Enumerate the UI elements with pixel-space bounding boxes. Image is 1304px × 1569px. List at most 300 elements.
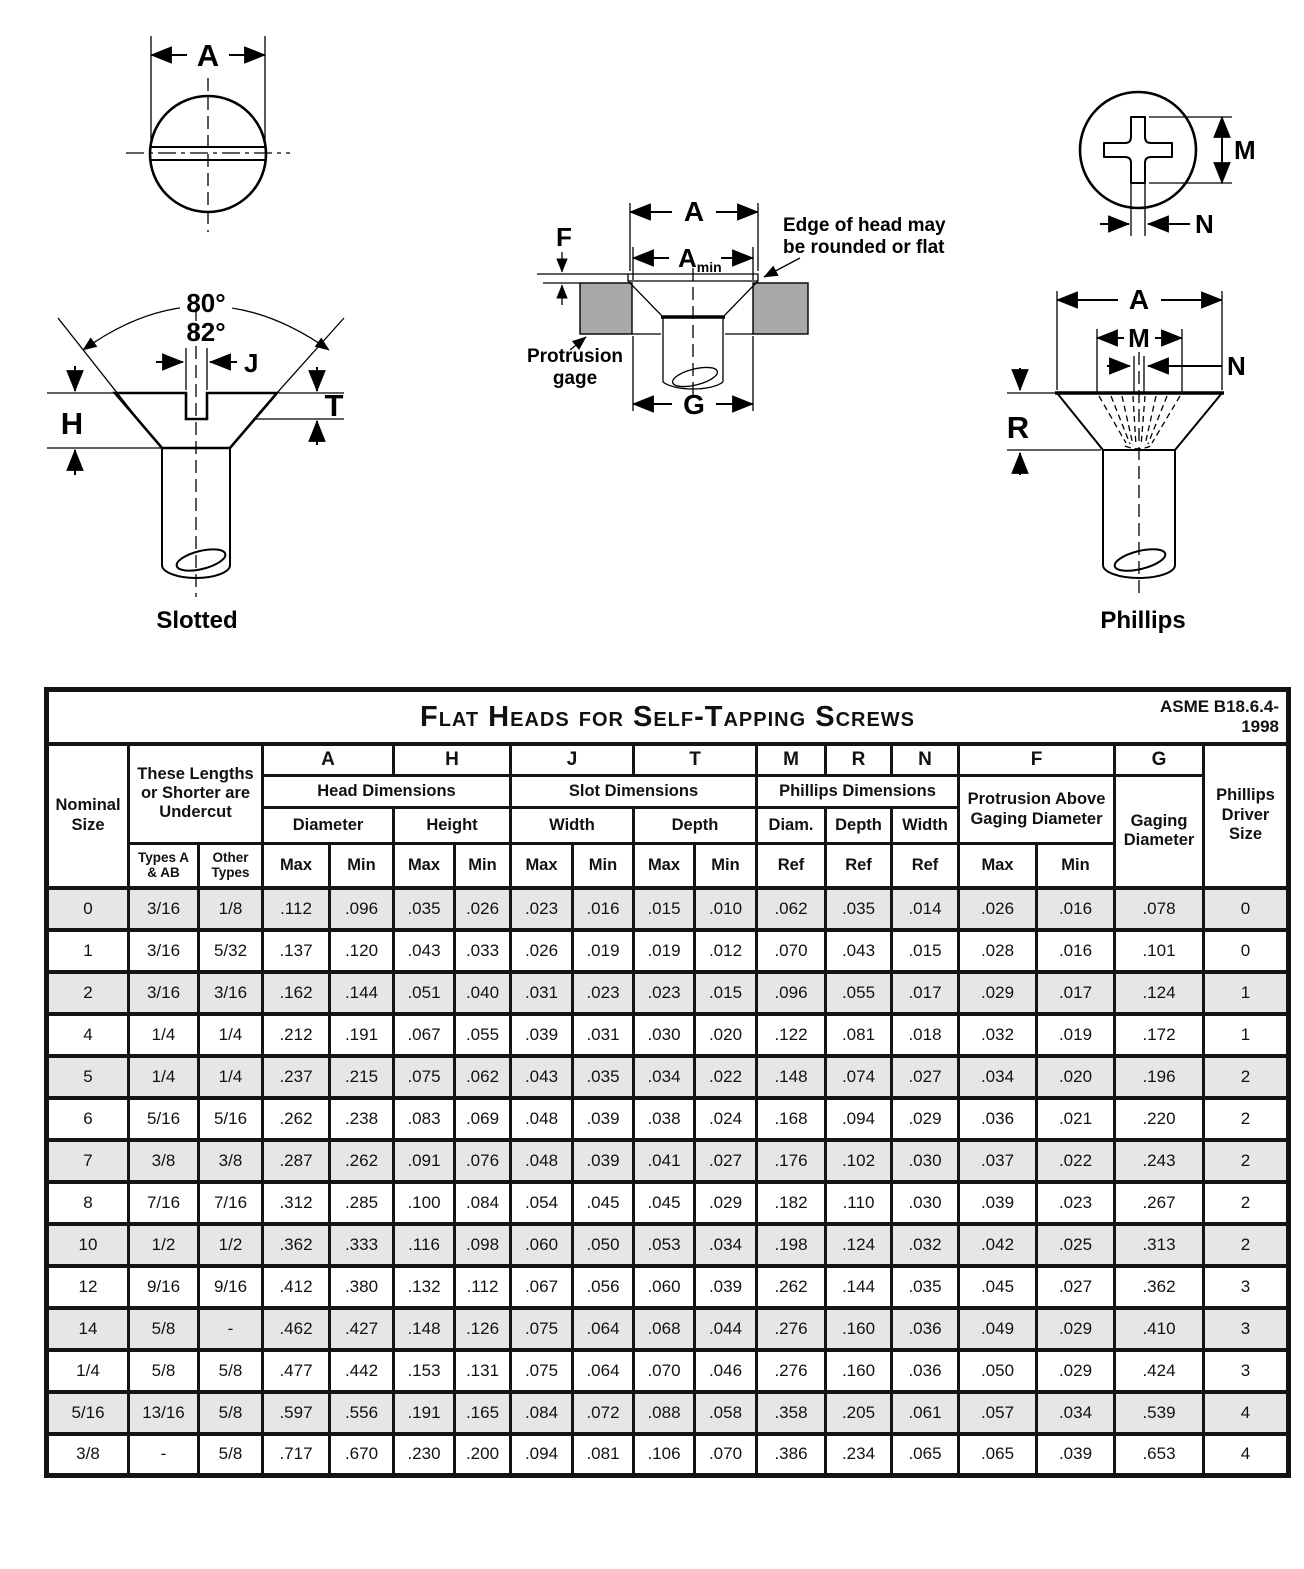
- table-cell: .050: [959, 1350, 1037, 1392]
- table-cell: .065: [959, 1434, 1037, 1476]
- table-cell: .049: [959, 1308, 1037, 1350]
- col-header-min: Min: [573, 844, 634, 888]
- dim-label-n: N: [1227, 351, 1246, 381]
- table-cell: .094: [826, 1098, 892, 1140]
- table-cell: 5/16: [47, 1392, 129, 1434]
- col-header-ref: Ref: [826, 844, 892, 888]
- table-cell: 5/16: [199, 1098, 263, 1140]
- table-cell: .030: [634, 1014, 695, 1056]
- table-cell: .062: [757, 888, 826, 930]
- table-cell: .072: [573, 1392, 634, 1434]
- table-cell: 3/16: [199, 972, 263, 1014]
- col-header-slot-dimensions: Slot Dimensions: [511, 776, 757, 808]
- table-cell: .162: [263, 972, 330, 1014]
- table-row: [47, 1434, 1289, 1476]
- table-cell: .410: [1115, 1308, 1204, 1350]
- table-cell: .234: [826, 1434, 892, 1476]
- col-header-ref: Ref: [892, 844, 959, 888]
- table-cell: .020: [1037, 1056, 1115, 1098]
- table-cell: .026: [959, 888, 1037, 930]
- table-cell: .120: [330, 930, 394, 972]
- table-cell: .285: [330, 1182, 394, 1224]
- table-cell: 0: [1204, 888, 1289, 930]
- table-cell: .029: [892, 1098, 959, 1140]
- table-cell: .081: [826, 1014, 892, 1056]
- table-cell: .015: [892, 930, 959, 972]
- table-cell: .028: [959, 930, 1037, 972]
- table-cell: .019: [634, 930, 695, 972]
- table-cell: .023: [1037, 1182, 1115, 1224]
- table-cell: .015: [634, 888, 695, 930]
- table-cell: .148: [757, 1056, 826, 1098]
- table-cell: 5/32: [199, 930, 263, 972]
- col-header-phillips-driver: Phillips Driver Size: [1204, 744, 1289, 888]
- table-cell: .041: [634, 1140, 695, 1182]
- table-cell: .035: [394, 888, 455, 930]
- table-cell: .238: [330, 1098, 394, 1140]
- table-cell: .031: [573, 1014, 634, 1056]
- dim-label-a: A: [196, 38, 220, 73]
- table-cell: .039: [573, 1140, 634, 1182]
- table-cell: .037: [959, 1140, 1037, 1182]
- table-cell: .424: [1115, 1350, 1204, 1392]
- table-cell: .243: [1115, 1140, 1204, 1182]
- gage-block-left: [580, 283, 632, 334]
- table-cell: .191: [394, 1392, 455, 1434]
- table-cell: .539: [1115, 1392, 1204, 1434]
- table-cell: .017: [1037, 972, 1115, 1014]
- table-row: [47, 1266, 1289, 1308]
- table-cell: .039: [573, 1098, 634, 1140]
- table-cell: 9/16: [129, 1266, 199, 1308]
- table-cell: .412: [263, 1266, 330, 1308]
- table-cell: .144: [826, 1266, 892, 1308]
- table-cell: 1/2: [199, 1224, 263, 1266]
- table-cell: .262: [263, 1098, 330, 1140]
- table-cell: 3/8: [129, 1140, 199, 1182]
- col-header-max: Max: [263, 844, 330, 888]
- table-cell: 6: [47, 1098, 129, 1140]
- table-cell: .039: [695, 1266, 757, 1308]
- protrusion-gage-view: [527, 196, 946, 420]
- table-cell: 1/4: [47, 1350, 129, 1392]
- table-cell: .024: [695, 1098, 757, 1140]
- table-cell: .380: [330, 1266, 394, 1308]
- table-cell: .084: [455, 1182, 511, 1224]
- col-header-protrusion: Protrusion Above Gaging Diameter: [959, 776, 1115, 844]
- table-cell: 5/8: [129, 1350, 199, 1392]
- table-cell: .182: [757, 1182, 826, 1224]
- table-cell: .044: [695, 1308, 757, 1350]
- table-cell: 5/8: [129, 1308, 199, 1350]
- table-cell: .262: [330, 1140, 394, 1182]
- table-cell: .027: [695, 1140, 757, 1182]
- table-cell: 1: [47, 930, 129, 972]
- table-cell: .075: [394, 1056, 455, 1098]
- dim-label-r: R: [1006, 410, 1030, 445]
- col-header-min: Min: [455, 844, 511, 888]
- table-cell: 5/8: [199, 1434, 263, 1476]
- table-cell: .055: [455, 1014, 511, 1056]
- table-cell: .039: [511, 1014, 573, 1056]
- col-header-letter-j: J: [511, 744, 634, 776]
- col-header-diam: Diam.: [757, 808, 826, 844]
- table-cell: .039: [1037, 1434, 1115, 1476]
- table-cell: .033: [455, 930, 511, 972]
- table-cell: .031: [511, 972, 573, 1014]
- col-header-max: Max: [511, 844, 573, 888]
- table-cell: .036: [959, 1098, 1037, 1140]
- table-cell: 1/4: [199, 1014, 263, 1056]
- table-cell: .034: [1037, 1392, 1115, 1434]
- table-cell: .022: [1037, 1140, 1115, 1182]
- table-cell: .176: [757, 1140, 826, 1182]
- table-cell: .386: [757, 1434, 826, 1476]
- col-header-types-a-ab: Types A & AB: [129, 844, 199, 888]
- table-cell: .191: [330, 1014, 394, 1056]
- header-letter-row: [47, 744, 1289, 776]
- table-cell: 1: [1204, 972, 1289, 1014]
- table-cell: .074: [826, 1056, 892, 1098]
- table-cell: 4: [47, 1014, 129, 1056]
- table-cell: .124: [826, 1224, 892, 1266]
- col-header-letter-g: G: [1115, 744, 1204, 776]
- table-cell: .081: [573, 1434, 634, 1476]
- table-cell: .036: [892, 1350, 959, 1392]
- table-cell: .023: [511, 888, 573, 930]
- table-cell: .160: [826, 1308, 892, 1350]
- col-header-ref: Ref: [757, 844, 826, 888]
- table-row: [47, 1098, 1289, 1140]
- table-cell: .200: [455, 1434, 511, 1476]
- table-cell: .124: [1115, 972, 1204, 1014]
- dimension-table: [44, 687, 1291, 1478]
- table-cell: .122: [757, 1014, 826, 1056]
- table-cell: .313: [1115, 1224, 1204, 1266]
- table-cell: .026: [455, 888, 511, 930]
- table-row: [47, 1056, 1289, 1098]
- table-cell: .029: [959, 972, 1037, 1014]
- table-cell: 1/2: [129, 1224, 199, 1266]
- table-cell: .075: [511, 1350, 573, 1392]
- col-header-other-types: Other Types: [199, 844, 263, 888]
- col-header-phillips-dimensions: Phillips Dimensions: [757, 776, 959, 808]
- table-cell: .015: [695, 972, 757, 1014]
- table-cell: .096: [757, 972, 826, 1014]
- col-header-letter-h: H: [394, 744, 511, 776]
- table-cell: .205: [826, 1392, 892, 1434]
- table-cell: .016: [1037, 888, 1115, 930]
- table-cell: 4: [1204, 1434, 1289, 1476]
- table-cell: .262: [757, 1266, 826, 1308]
- table-cell: .198: [757, 1224, 826, 1266]
- table-cell: .075: [511, 1308, 573, 1350]
- col-header-max: Max: [634, 844, 695, 888]
- table-cell: .019: [1037, 1014, 1115, 1056]
- table-cell: .035: [826, 888, 892, 930]
- table-cell: .032: [892, 1224, 959, 1266]
- table-cell: .029: [695, 1182, 757, 1224]
- table-cell: .237: [263, 1056, 330, 1098]
- table-cell: .065: [892, 1434, 959, 1476]
- dim-label-j: J: [244, 348, 259, 378]
- table-cell: .023: [634, 972, 695, 1014]
- protrusion-gage-label-line2: gage: [552, 368, 598, 389]
- table-cell: .069: [455, 1098, 511, 1140]
- col-header-diameter: Diameter: [263, 808, 394, 844]
- slotted-top-view: [126, 36, 290, 232]
- table-cell: .144: [330, 972, 394, 1014]
- table-cell: .022: [695, 1056, 757, 1098]
- table-cell: 3/16: [129, 972, 199, 1014]
- table-cell: .220: [1115, 1098, 1204, 1140]
- table-cell: .016: [573, 888, 634, 930]
- table-cell: .054: [511, 1182, 573, 1224]
- dim-label-n: N: [1195, 209, 1214, 239]
- phillips-side-view: [1007, 284, 1246, 634]
- table-row: [47, 1014, 1289, 1056]
- table-cell: .110: [826, 1182, 892, 1224]
- table-cell: .556: [330, 1392, 394, 1434]
- table-cell: .017: [892, 972, 959, 1014]
- table-row: [47, 1224, 1289, 1266]
- table-cell: .267: [1115, 1182, 1204, 1224]
- table-cell: 3/16: [129, 930, 199, 972]
- table-cell: 1: [1204, 1014, 1289, 1056]
- col-header-nominal-size: Nominal Size: [47, 744, 129, 888]
- table-row: [47, 1140, 1289, 1182]
- col-header-gaging-diameter: Gaging Diameter: [1115, 776, 1204, 888]
- table-cell: 12: [47, 1266, 129, 1308]
- table-cell: .053: [634, 1224, 695, 1266]
- table-cell: 2: [1204, 1224, 1289, 1266]
- standard-reference: ASME B18.6.4- 1998: [1159, 697, 1280, 737]
- table-cell: .027: [892, 1056, 959, 1098]
- table-cell: .068: [634, 1308, 695, 1350]
- table-cell: .070: [757, 930, 826, 972]
- table-cell: .165: [455, 1392, 511, 1434]
- table-cell: 0: [1204, 930, 1289, 972]
- protrusion-gage-label-line1: Protrusion: [526, 346, 624, 367]
- table-row: [47, 1182, 1289, 1224]
- table-cell: .148: [394, 1308, 455, 1350]
- table-cell: .116: [394, 1224, 455, 1266]
- dim-label-m: M: [1128, 323, 1150, 353]
- table-cell: 2: [1204, 1056, 1289, 1098]
- table-cell: .070: [634, 1350, 695, 1392]
- table-cell: .098: [455, 1224, 511, 1266]
- table-cell: .067: [511, 1266, 573, 1308]
- table-cell: 5/8: [199, 1392, 263, 1434]
- table-cell: .153: [394, 1350, 455, 1392]
- table-cell: .026: [511, 930, 573, 972]
- dim-label-a: A: [1128, 284, 1150, 315]
- table-cell: .034: [959, 1056, 1037, 1098]
- table-cell: .040: [455, 972, 511, 1014]
- table-cell: 1/4: [129, 1056, 199, 1098]
- angle-82-label: 82°: [186, 317, 226, 347]
- table-cell: .034: [695, 1224, 757, 1266]
- table-cell: .010: [695, 888, 757, 930]
- table-cell: .132: [394, 1266, 455, 1308]
- table-cell: .036: [892, 1308, 959, 1350]
- table-cell: .215: [330, 1056, 394, 1098]
- table-cell: 5: [47, 1056, 129, 1098]
- table-cell: .051: [394, 972, 455, 1014]
- dim-label-a-min: Amin: [678, 243, 722, 275]
- table-cell: .048: [511, 1098, 573, 1140]
- table-cell: .597: [263, 1392, 330, 1434]
- dim-label-m: M: [1234, 135, 1256, 165]
- table-cell: -: [199, 1308, 263, 1350]
- table-cell: .653: [1115, 1434, 1204, 1476]
- table-cell: 0: [47, 888, 129, 930]
- table-cell: .131: [455, 1350, 511, 1392]
- col-header-height: Height: [394, 808, 511, 844]
- table-cell: 3/16: [129, 888, 199, 930]
- col-header-max: Max: [394, 844, 455, 888]
- table-cell: .168: [757, 1098, 826, 1140]
- table-title: Flat Heads for Self-Tapping Screws: [420, 700, 916, 733]
- table-cell: -: [129, 1434, 199, 1476]
- table-cell: .042: [959, 1224, 1037, 1266]
- table-cell: .717: [263, 1434, 330, 1476]
- table-cell: .276: [757, 1308, 826, 1350]
- table-cell: .023: [573, 972, 634, 1014]
- col-header-letter-r: R: [826, 744, 892, 776]
- col-header-min: Min: [695, 844, 757, 888]
- table-cell: .084: [511, 1392, 573, 1434]
- table-cell: .160: [826, 1350, 892, 1392]
- table-cell: .058: [695, 1392, 757, 1434]
- table-cell: .035: [892, 1266, 959, 1308]
- col-header-letter-f: F: [959, 744, 1115, 776]
- table-cell: .078: [1115, 888, 1204, 930]
- table-cell: .064: [573, 1308, 634, 1350]
- table-cell: 4: [1204, 1392, 1289, 1434]
- table-cell: 13/16: [129, 1392, 199, 1434]
- table-cell: 5/8: [199, 1350, 263, 1392]
- table-cell: .016: [1037, 930, 1115, 972]
- table-cell: 3: [1204, 1266, 1289, 1308]
- table-cell: 3/8: [47, 1434, 129, 1476]
- col-header-max: Max: [959, 844, 1037, 888]
- slotted-caption: Slotted: [156, 607, 238, 634]
- col-header-head-dimensions: Head Dimensions: [263, 776, 511, 808]
- table-cell: .137: [263, 930, 330, 972]
- table-cell: .048: [511, 1140, 573, 1182]
- table-cell: .670: [330, 1434, 394, 1476]
- table-row: [47, 1392, 1289, 1434]
- table-cell: .287: [263, 1140, 330, 1182]
- table-cell: .060: [634, 1266, 695, 1308]
- table-cell: 3: [1204, 1350, 1289, 1392]
- table-cell: 3: [1204, 1308, 1289, 1350]
- phillips-caption: Phillips: [1100, 607, 1186, 634]
- table-cell: 1/8: [199, 888, 263, 930]
- table-title-row: [47, 690, 1289, 744]
- table-cell: 7/16: [199, 1182, 263, 1224]
- table-cell: .029: [1037, 1308, 1115, 1350]
- table-cell: .427: [330, 1308, 394, 1350]
- table-cell: .020: [695, 1014, 757, 1056]
- table-row: [47, 930, 1289, 972]
- table-cell: .062: [455, 1056, 511, 1098]
- table-cell: .018: [892, 1014, 959, 1056]
- table-cell: .358: [757, 1392, 826, 1434]
- table-cell: .112: [455, 1266, 511, 1308]
- table-cell: .021: [1037, 1098, 1115, 1140]
- angle-80-label: 80°: [186, 288, 226, 318]
- table-cell: 3/8: [199, 1140, 263, 1182]
- dim-label-f: F: [556, 222, 572, 252]
- table-cell: .057: [959, 1392, 1037, 1434]
- col-header-letter-n: N: [892, 744, 959, 776]
- table-cell: .027: [1037, 1266, 1115, 1308]
- col-header-letter-t: T: [634, 744, 757, 776]
- table-cell: 2: [47, 972, 129, 1014]
- col-header-undercut: These Lengths or Shorter are Undercut: [129, 744, 263, 844]
- table-cell: .029: [1037, 1350, 1115, 1392]
- phillips-top-view: [1080, 92, 1256, 239]
- table-cell: 7: [47, 1140, 129, 1182]
- table-cell: .045: [573, 1182, 634, 1224]
- table-cell: 2: [1204, 1182, 1289, 1224]
- gage-block-right: [753, 283, 808, 334]
- table-cell: .083: [394, 1098, 455, 1140]
- table-cell: 2: [1204, 1098, 1289, 1140]
- table-cell: .362: [1115, 1266, 1204, 1308]
- table-cell: .276: [757, 1350, 826, 1392]
- table-cell: .212: [263, 1014, 330, 1056]
- table-cell: .477: [263, 1350, 330, 1392]
- table-cell: .101: [1115, 930, 1204, 972]
- table-cell: 9/16: [199, 1266, 263, 1308]
- table-cell: .091: [394, 1140, 455, 1182]
- table-cell: .039: [959, 1182, 1037, 1224]
- table-row: [47, 888, 1289, 930]
- table-cell: .030: [892, 1182, 959, 1224]
- table-cell: .019: [573, 930, 634, 972]
- col-header-depth: Depth: [634, 808, 757, 844]
- table-cell: .102: [826, 1140, 892, 1182]
- table-cell: 5/16: [129, 1098, 199, 1140]
- screw-diagrams: [0, 0, 1304, 685]
- table-row: [47, 972, 1289, 1014]
- col-header-width: Width: [511, 808, 634, 844]
- table-cell: .094: [511, 1434, 573, 1476]
- table-cell: .045: [634, 1182, 695, 1224]
- table-cell: .230: [394, 1434, 455, 1476]
- dim-label-g: G: [683, 389, 705, 420]
- table-cell: .088: [634, 1392, 695, 1434]
- table-cell: .061: [892, 1392, 959, 1434]
- table-cell: .312: [263, 1182, 330, 1224]
- table-cell: .025: [1037, 1224, 1115, 1266]
- table-cell: .030: [892, 1140, 959, 1182]
- table-cell: .362: [263, 1224, 330, 1266]
- edge-note-line2: be rounded or flat: [783, 237, 945, 258]
- col-header-letter-m: M: [757, 744, 826, 776]
- table-cell: .333: [330, 1224, 394, 1266]
- table-row: [47, 1308, 1289, 1350]
- dim-label-a: A: [683, 196, 705, 227]
- dim-label-h: H: [60, 406, 84, 441]
- table-cell: 14: [47, 1308, 129, 1350]
- table-cell: .067: [394, 1014, 455, 1056]
- table-cell: .043: [511, 1056, 573, 1098]
- table-cell: .064: [573, 1350, 634, 1392]
